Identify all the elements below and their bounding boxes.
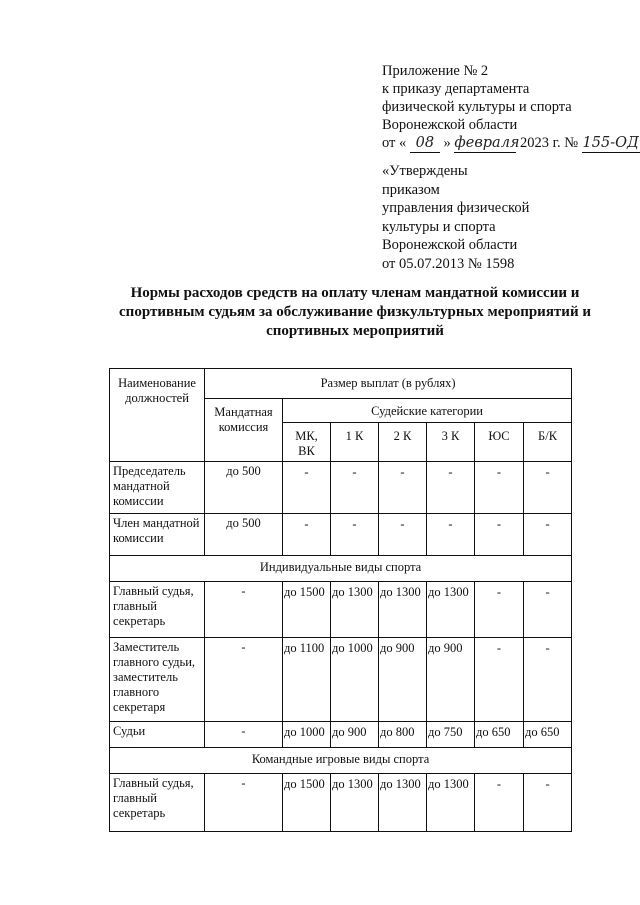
date-mid: » [443,135,451,151]
row-value: до 1300 [331,774,379,832]
row-value: - [283,462,331,514]
row-value: до 1500 [283,582,331,638]
appendix-line: к приказу департамента [382,81,530,97]
row-value: - [524,462,572,514]
date-prefix: от « [382,135,407,151]
row-name: Главный судья, главный секретарь [110,774,205,832]
approved-line: Воронежской области [382,237,518,253]
row-value: - [524,774,572,832]
row-value: - [524,638,572,722]
row-value: до 900 [427,638,475,722]
header-col: 3 К [427,423,475,462]
rates-table [109,368,572,832]
row-name: Член мандатной комиссии [110,514,205,556]
row-value: до 650 [475,722,524,748]
appendix-line: Воронежской области [382,117,518,133]
date-year: 2023 г. № [520,135,579,151]
row-commission: - [205,582,283,638]
appendix-line: Приложение № 2 [382,63,489,79]
row-value: до 1000 [283,722,331,748]
order-number: 155-ОД [582,135,639,151]
row-name: Главный судья, главный секретарь [110,582,205,638]
appendix-date-line [382,134,640,153]
row-value: до 750 [427,722,475,748]
row-commission: до 500 [205,514,283,556]
table-row [110,462,572,514]
row-value: до 1300 [427,774,475,832]
table-row [110,774,572,832]
row-commission: до 500 [205,462,283,514]
row-name: Председатель мандатной комиссии [110,462,205,514]
row-value: до 900 [379,638,427,722]
header-categories: Судейские категории [283,399,572,423]
header-payments: Размер выплат (в рублях) [205,369,572,399]
row-value: до 1500 [283,774,331,832]
row-value: до 1100 [283,638,331,722]
header-position: Наименование должностей [110,369,205,462]
row-value: до 1300 [379,774,427,832]
row-name: Заместитель главного судьи, заместитель главного секретаря [110,638,205,722]
row-value: - [475,514,524,556]
section-team: Командные игровые виды спорта [110,748,572,774]
row-value: - [475,774,524,832]
row-value: до 650 [524,722,572,748]
table-row [110,638,572,722]
row-name: Судьи [110,722,205,748]
row-value: до 900 [331,722,379,748]
row-commission: - [205,722,283,748]
row-value: - [379,514,427,556]
row-value: до 800 [379,722,427,748]
row-commission: - [205,774,283,832]
row-value: до 1300 [331,582,379,638]
row-value: - [427,462,475,514]
approved-line: от 05.07.2013 № 1598 [382,255,515,272]
row-value: - [379,462,427,514]
document-title: Нормы расходов средств на оплату членам мандатной комиссии и спортивным судьям за обслуживание физкультурных мероприятий и спортивных мероприятий [119,285,591,339]
approved-line: культуры и спорта [382,218,496,235]
row-value: до 1300 [379,582,427,638]
table-row [110,722,572,748]
header-col: 2 К [379,423,427,462]
header-col: 1 К [331,423,379,462]
row-value: - [475,582,524,638]
table-row [110,582,572,638]
row-value: - [331,514,379,556]
row-value: - [524,582,572,638]
row-value: - [283,514,331,556]
approved-block [382,162,529,273]
approved-line: «Утверждены [382,163,468,179]
header-col: Б/К [524,423,572,462]
appendix-line: физической культуры и спорта [382,99,572,115]
row-value: - [475,638,524,722]
section-individual: Индивидуальные виды спорта [110,556,572,582]
date-month: февраля [454,135,520,151]
header-col: МК, ВК [283,423,331,462]
row-value: до 1300 [427,582,475,638]
row-value: - [475,462,524,514]
row-value: до 1000 [331,638,379,722]
row-value: - [331,462,379,514]
approved-line: управления физической [382,200,530,216]
row-value: - [524,514,572,556]
approved-line: приказом [382,181,440,198]
table-row [110,514,572,556]
header-commission: Мандатная комиссия [205,399,283,462]
row-commission: - [205,638,283,722]
date-day: 08 [410,134,440,153]
header-col: ЮС [475,423,524,462]
appendix-block [382,62,640,153]
row-value: - [427,514,475,556]
